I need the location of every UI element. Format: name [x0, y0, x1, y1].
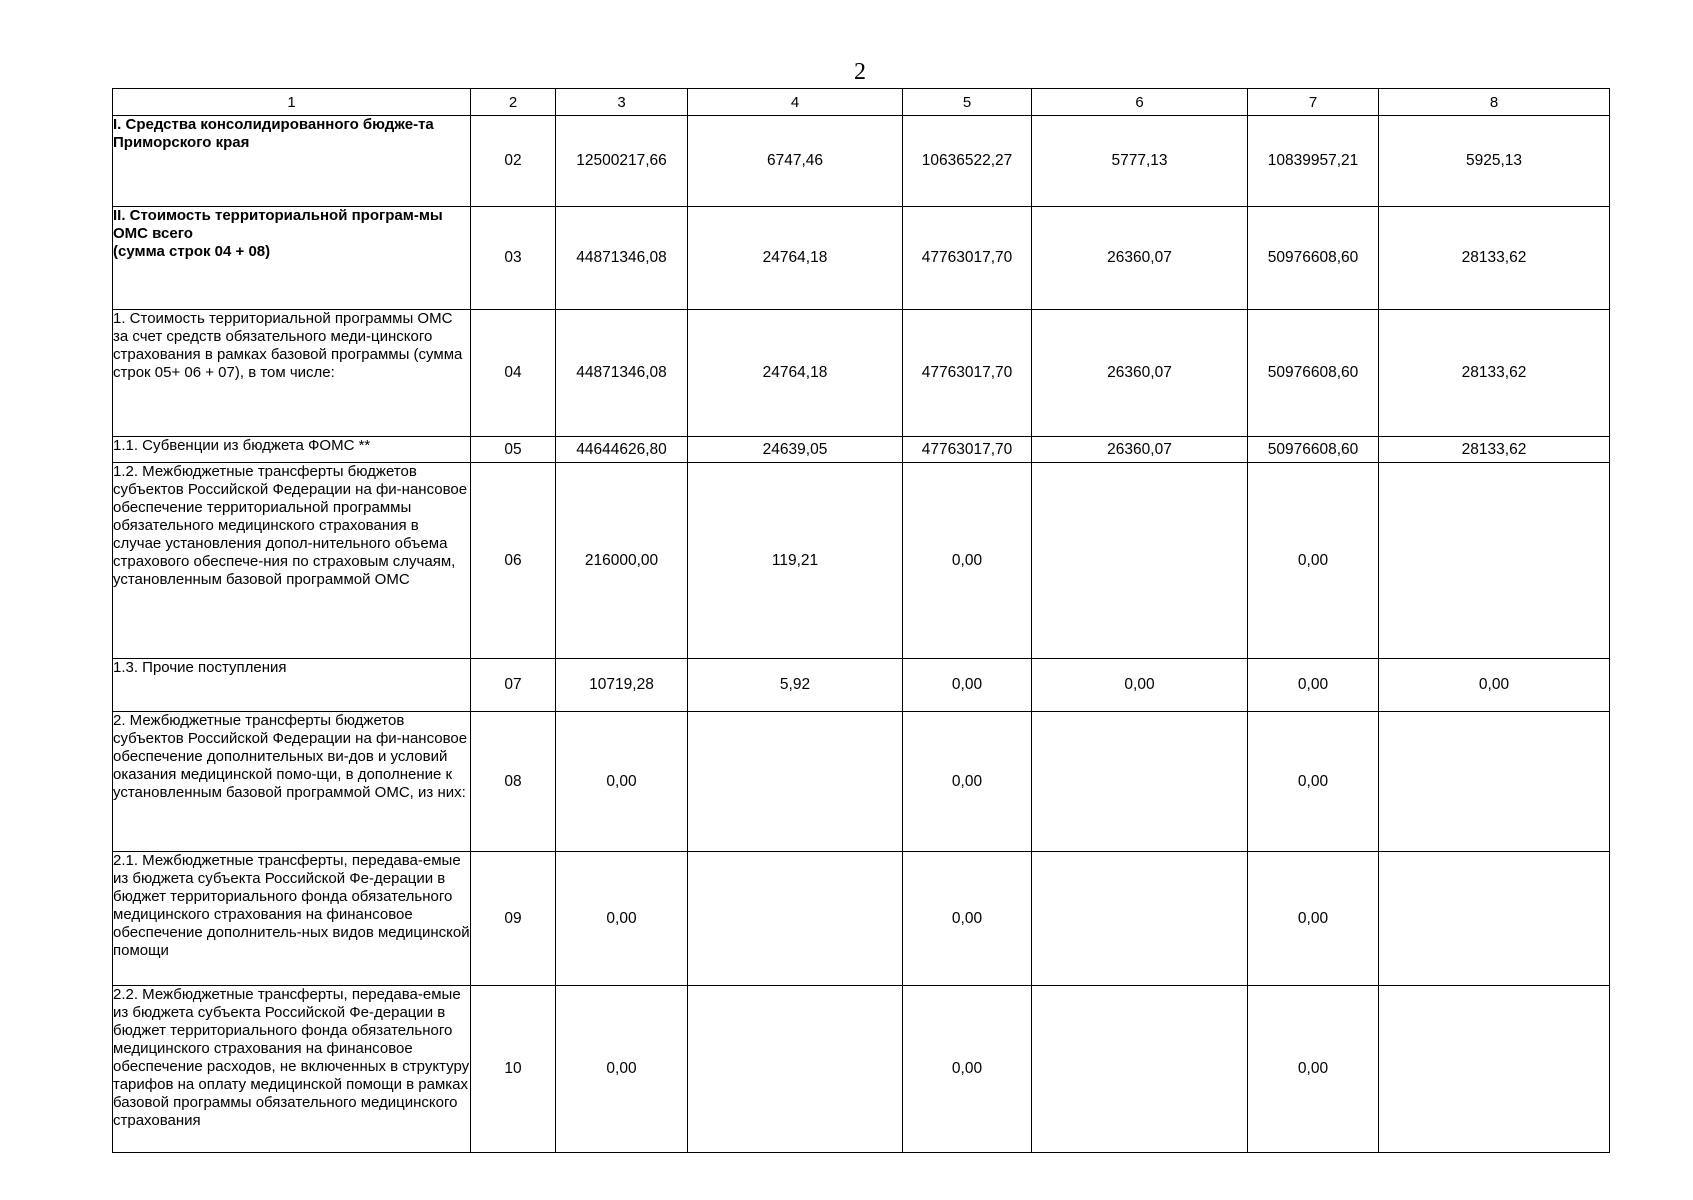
header-row [113, 89, 1610, 116]
value-cell-col4 [688, 712, 903, 852]
value-cell-col3: 0,00 [556, 712, 688, 852]
value-cell-col6 [1032, 712, 1248, 852]
row-description: 2.1. Межбюджетные трансферты, передава-емые из бюджета субъекта Российской Фе-дерации в бюджет территориального фонда обязательного медицинского страхования на финансовое обеспечение дополнитель-ных видов медицинской помощи [113, 852, 471, 986]
row-code: 09 [471, 852, 556, 986]
value-cell-col4: 24639,05 [688, 437, 903, 463]
row-code: 10 [471, 986, 556, 1153]
table-row [113, 116, 1610, 207]
row-description: 1. Стоимость территориальной программы ОМС за счет средств обязательного меди-цинского страхования в рамках базовой программы (сумма строк 05+ 06 + 07), в том числе: [113, 310, 471, 437]
value-cell-col3: 10719,28 [556, 659, 688, 712]
value-cell-col6 [1032, 463, 1248, 659]
row-code: 07 [471, 659, 556, 712]
page-number: 2 [854, 59, 866, 85]
value-cell-col5: 0,00 [903, 659, 1032, 712]
value-cell-col8: 28133,62 [1379, 310, 1610, 437]
row-code: 03 [471, 207, 556, 310]
header-cell-4: 4 [688, 89, 903, 116]
value-cell-col3: 216000,00 [556, 463, 688, 659]
header-cell-6: 6 [1032, 89, 1248, 116]
value-cell-col4 [688, 986, 903, 1153]
row-description: 1.3. Прочие поступления [113, 659, 471, 712]
value-cell-col3: 44644626,80 [556, 437, 688, 463]
value-cell-col5: 47763017,70 [903, 310, 1032, 437]
budget-table [112, 88, 1610, 1153]
value-cell-col8: 0,00 [1379, 659, 1610, 712]
value-cell-col3: 44871346,08 [556, 207, 688, 310]
value-cell-col6: 5777,13 [1032, 116, 1248, 207]
value-cell-col8 [1379, 712, 1610, 852]
value-cell-col7: 0,00 [1248, 986, 1379, 1153]
row-description: I. Средства консолидированного бюдже-та Приморского края [113, 116, 471, 207]
value-cell-col7: 0,00 [1248, 712, 1379, 852]
row-description: 2. Межбюджетные трансферты бюджетов субъектов Российской Федерации на фи-нансовое обеспечение дополнительных ви-дов и условий оказания медицинской помо-щи, в дополнение к установленным базовой программой ОМС, из них: [113, 712, 471, 852]
row-description: 1.1. Субвенции из бюджета ФОМС ** [113, 437, 471, 463]
value-cell-col5: 47763017,70 [903, 207, 1032, 310]
value-cell-col7: 50976608,60 [1248, 437, 1379, 463]
value-cell-col5: 0,00 [903, 986, 1032, 1153]
value-cell-col8 [1379, 986, 1610, 1153]
table-row [113, 712, 1610, 852]
value-cell-col6: 26360,07 [1032, 310, 1248, 437]
value-cell-col7: 10839957,21 [1248, 116, 1379, 207]
value-cell-col5: 47763017,70 [903, 437, 1032, 463]
value-cell-col6 [1032, 852, 1248, 986]
table-row [113, 437, 1610, 463]
value-cell-col6: 0,00 [1032, 659, 1248, 712]
header-cell-2: 2 [471, 89, 556, 116]
value-cell-col7: 0,00 [1248, 852, 1379, 986]
value-cell-col3: 0,00 [556, 852, 688, 986]
table-row [113, 852, 1610, 986]
value-cell-col8 [1379, 463, 1610, 659]
value-cell-col3: 0,00 [556, 986, 688, 1153]
value-cell-col3: 12500217,66 [556, 116, 688, 207]
row-code: 06 [471, 463, 556, 659]
table-row [113, 986, 1610, 1153]
value-cell-col4: 5,92 [688, 659, 903, 712]
value-cell-col8 [1379, 852, 1610, 986]
value-cell-col4: 24764,18 [688, 207, 903, 310]
value-cell-col8: 5925,13 [1379, 116, 1610, 207]
value-cell-col8: 28133,62 [1379, 207, 1610, 310]
header-cell-1: 1 [113, 89, 471, 116]
table-row [113, 310, 1610, 437]
value-cell-col6 [1032, 986, 1248, 1153]
row-description: 1.2. Межбюджетные трансферты бюджетов субъектов Российской Федерации на фи-нансовое обеспечение территориальной программы обязательного медицинского страхования в случае установления допол-нительного объема страхового обеспече-ния по страховым случаям, установленным базовой программой ОМС [113, 463, 471, 659]
value-cell-col4: 6747,46 [688, 116, 903, 207]
table-row [113, 207, 1610, 310]
value-cell-col7: 50976608,60 [1248, 207, 1379, 310]
row-code: 05 [471, 437, 556, 463]
value-cell-col3: 44871346,08 [556, 310, 688, 437]
header-cell-8: 8 [1379, 89, 1610, 116]
table-row [113, 463, 1610, 659]
row-code: 02 [471, 116, 556, 207]
value-cell-col5: 0,00 [903, 852, 1032, 986]
value-cell-col4 [688, 852, 903, 986]
row-code: 08 [471, 712, 556, 852]
value-cell-col6: 26360,07 [1032, 207, 1248, 310]
value-cell-col6: 26360,07 [1032, 437, 1248, 463]
value-cell-col5: 10636522,27 [903, 116, 1032, 207]
value-cell-col7: 0,00 [1248, 463, 1379, 659]
value-cell-col7: 0,00 [1248, 659, 1379, 712]
table-body [113, 116, 1610, 1153]
value-cell-col5: 0,00 [903, 463, 1032, 659]
row-description: II. Стоимость территориальной програм-мы ОМС всего (сумма строк 04 + 08) [113, 207, 471, 310]
value-cell-col5: 0,00 [903, 712, 1032, 852]
value-cell-col4: 119,21 [688, 463, 903, 659]
value-cell-col8: 28133,62 [1379, 437, 1610, 463]
header-cell-3: 3 [556, 89, 688, 116]
row-description: 2.2. Межбюджетные трансферты, передава-емые из бюджета субъекта Российской Фе-дерации в бюджет территориального фонда обязательного медицинского страхования на финансовое обеспечение расходов, не включенных в структуру тарифов на оплату медицинской помощи в рамках базовой программы обязательного медицинского страхования [113, 986, 471, 1153]
header-cell-5: 5 [903, 89, 1032, 116]
table-row [113, 659, 1610, 712]
value-cell-col4: 24764,18 [688, 310, 903, 437]
row-code: 04 [471, 310, 556, 437]
header-cell-7: 7 [1248, 89, 1379, 116]
value-cell-col7: 50976608,60 [1248, 310, 1379, 437]
